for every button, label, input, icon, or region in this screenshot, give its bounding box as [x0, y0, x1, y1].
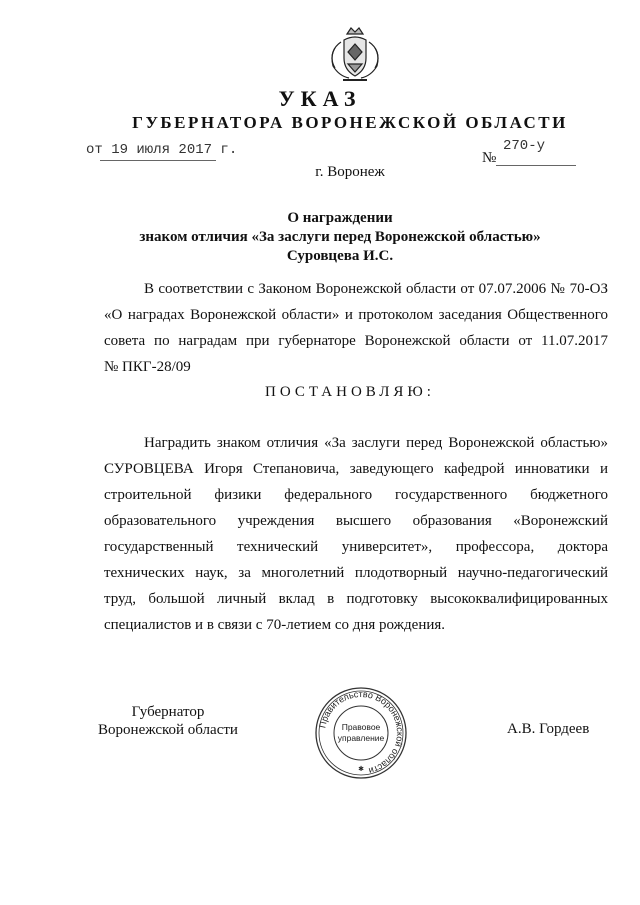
document-number: 270-у [503, 138, 546, 154]
body-line: государственный технический университет», профессора, доктора [104, 539, 608, 555]
body-line: труд, большой личный вклад в подготовку высококвалифицированных [104, 591, 608, 607]
stamp-inner-line: Правовое [341, 722, 381, 732]
date-underline [100, 160, 216, 161]
coat-of-arms-icon [323, 24, 387, 86]
signatory-name: А.В. Гордеев [507, 721, 590, 737]
subject-line: О награждении [287, 210, 393, 226]
body-line: строительной физики федерального государственного бюджетного [104, 487, 608, 503]
city: г. Воронеж [315, 164, 385, 180]
preamble-line: № ПКГ-28/09 [104, 359, 191, 375]
decree-word: ПОСТАНОВЛЯЮ: [265, 384, 435, 400]
signatory-title-line: Воронежской области [98, 722, 238, 738]
body-line: технических наук, за многолетний плодотворный научно-педагогический [104, 565, 608, 581]
preamble-line: «О наградах Воронежской области» и протоколом заседания Общественного [104, 307, 608, 323]
signatory-title [88, 703, 248, 739]
preamble-line: совета по наградам при губернаторе Воронежской области от 11.07.2017 [104, 333, 608, 349]
body-line: образовательного учреждения высшего образования «Воронежский [104, 513, 608, 529]
subject-line: знаком отличия «За заслуги перед Воронежской областью» [139, 229, 541, 245]
number-sign: № [482, 150, 497, 166]
document-date: от 19 июля 2017 г. [86, 142, 238, 158]
doc-type-heading: УКАЗ [278, 86, 362, 111]
body-paragraph [104, 430, 608, 638]
official-stamp [313, 685, 409, 781]
preamble-paragraph [104, 276, 608, 380]
stamp-star-icon: ✱ [358, 765, 364, 773]
stamp-outer-text: Правительство Воронежской области [317, 688, 406, 777]
issuer-heading: ГУБЕРНАТОРА ВОРОНЕЖСКОЙ ОБЛАСТИ [132, 113, 568, 132]
signatory-title-line: Губернатор [131, 704, 205, 720]
body-line: СУРОВЦЕВА Игоря Степановича, заведующего кафедрой инноватики и [104, 461, 608, 477]
document-subject [120, 209, 560, 266]
subject-line: Суровцева И.С. [286, 248, 394, 264]
body-line: специалистов и в связи с 70-летием со дня рождения. [104, 617, 446, 633]
preamble-line: В соответствии с Законом Воронежской области от 07.07.2006 № 70-ОЗ [144, 281, 608, 297]
body-line: Наградить знаком отличия «За заслуги перед Воронежской областью» [144, 435, 608, 451]
stamp-inner-line: управление [337, 733, 385, 743]
